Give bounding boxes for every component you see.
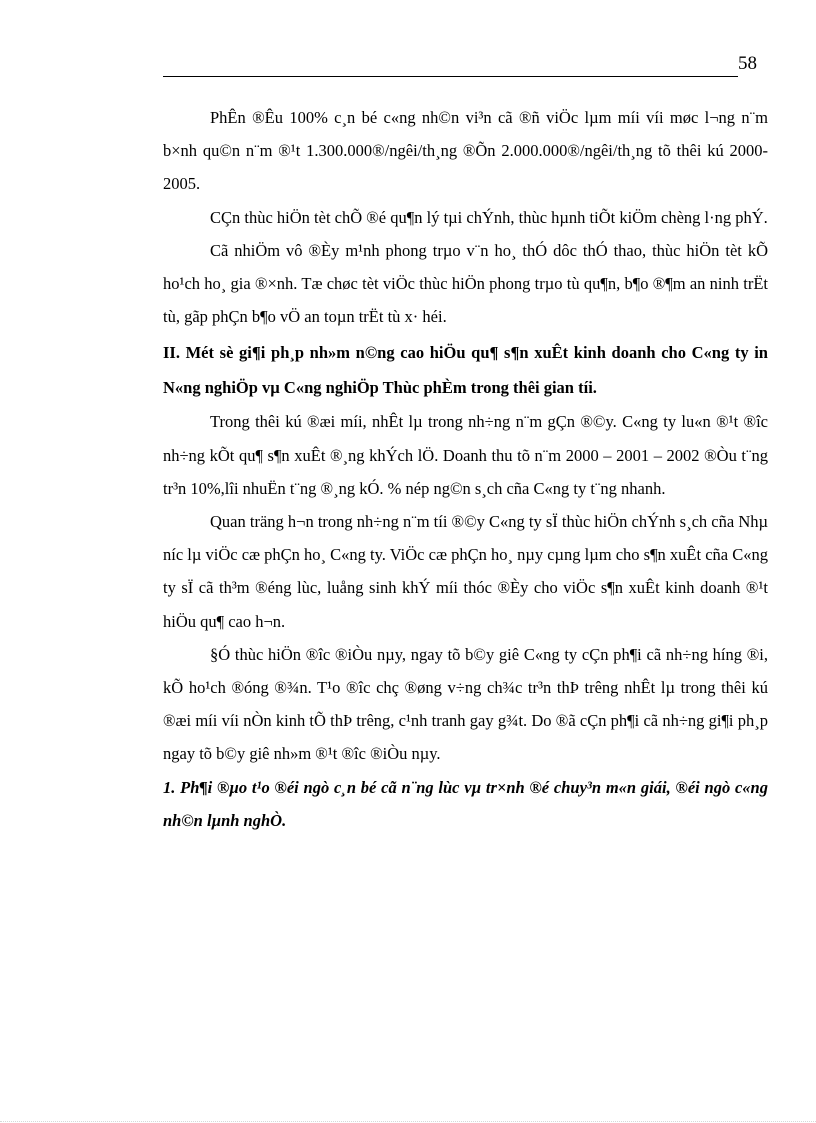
paragraph: Cã nhiÖm vô ®Èy m¹nh phong trµo v¨n ho¸ thÓ dôc thÓ thao, thùc hiÖn tèt kÕ ho¹ch ho¸ gia ®×nh. Tæ chøc tèt viÖc thùc hiÖn phong trµo tù qu¶n, b¶o ®¶m an ninh trËt tù, gãp phÇn b¶o vÖ an toµn trËt tù x· héi. xyxy=(163,240,768,327)
document-body xyxy=(163,101,768,837)
page-number: 58 xyxy=(738,53,757,74)
subsection-heading: 1. Ph¶i ®µo t¹o ®éi ngò c¸n bé cã n¨ng lùc vµ tr×nh ®é chuy³n m«n giái, ®éi ngò c«ng nh©n lµnh nghÒ. xyxy=(163,777,768,830)
page-bottom-edge xyxy=(0,1121,816,1122)
paragraph: CÇn thùc hiÖn tèt chÕ ®é qu¶n lý tµi chÝnh, thùc hµnh tiÕt kiÖm chèng l·ng phÝ. xyxy=(210,207,768,227)
header-rule xyxy=(163,76,738,77)
paragraph: Quan träng h¬n trong nh÷ng n¨m tíi ®©y C«ng ty sÏ thùc hiÖn chÝnh s¸ch cña Nhµ níc lµ viÖc cæ phÇn ho¸ C«ng ty. ViÖc cæ phÇn ho¸ nµy cµng lµm cho s¶n xuÊt cña C«ng ty sÏ cã th³m ®éng lùc, luång sinh khÝ míi thóc ®Èy cho viÖc s¶n xuÊt kinh doanh ®¹t hiÖu qu¶ cao h¬n. xyxy=(163,512,768,631)
paragraph: §Ó thùc hiÖn ®îc ®iÒu nµy, ngay tõ b©y giê C«ng ty cÇn ph¶i cã nh÷ng híng ®i, kÕ ho¹ch ®óng ®¾n. T¹o ®îc chç ®øng v÷ng ch¾c tr³n thÞ trêng nhÊt lµ trong thêi kú ®æi míi víi nÒn kinh tÕ thÞ trêng, c¹nh tranh gay g¾t. Do ®ã cÇn ph¶i cã nh÷ng gi¶i ph¸p ngay tõ b©y giê nh»m ®¹t ®îc ®iÒu nµy. xyxy=(163,644,768,764)
section-heading: II. Mét sè gi¶i ph¸p nh»m n©ng cao hiÖu qu¶ s¶n xuÊt kinh doanh cho C«ng ty in N«ng nghiÖp vµ C«ng nghiÖp Thùc phÈm trong thêi gian tíi. xyxy=(163,343,768,398)
paragraph: Trong thêi kú ®æi míi, nhÊt lµ trong nh÷ng n¨m gÇn ®©y. C«ng ty lu«n ®¹t ®îc nh÷ng kÕt qu¶ s¶n xuÊt ®¸ng khÝch lÖ. Doanh thu tõ n¨m 2000 – 2001 – 2002 ®Òu t¨ng tr³n 10%,lîi nhuËn t¨ng ®¸ng kÓ. % nép ng©n s¸ch cña C«ng ty t¨ng nhanh. xyxy=(163,412,768,498)
paragraph: PhÊn ®Êu 100% c¸n bé c«ng nh©n vi³n cã ®ñ viÖc lµm míi víi møc l¬ng n¨m b×nh qu©n n¨m ®¹t 1.300.000®/ngêi/th¸ng ®Õn 2.000.000®/ngêi/th¸ng tõ thêi kú 2000-2005. xyxy=(163,108,768,194)
